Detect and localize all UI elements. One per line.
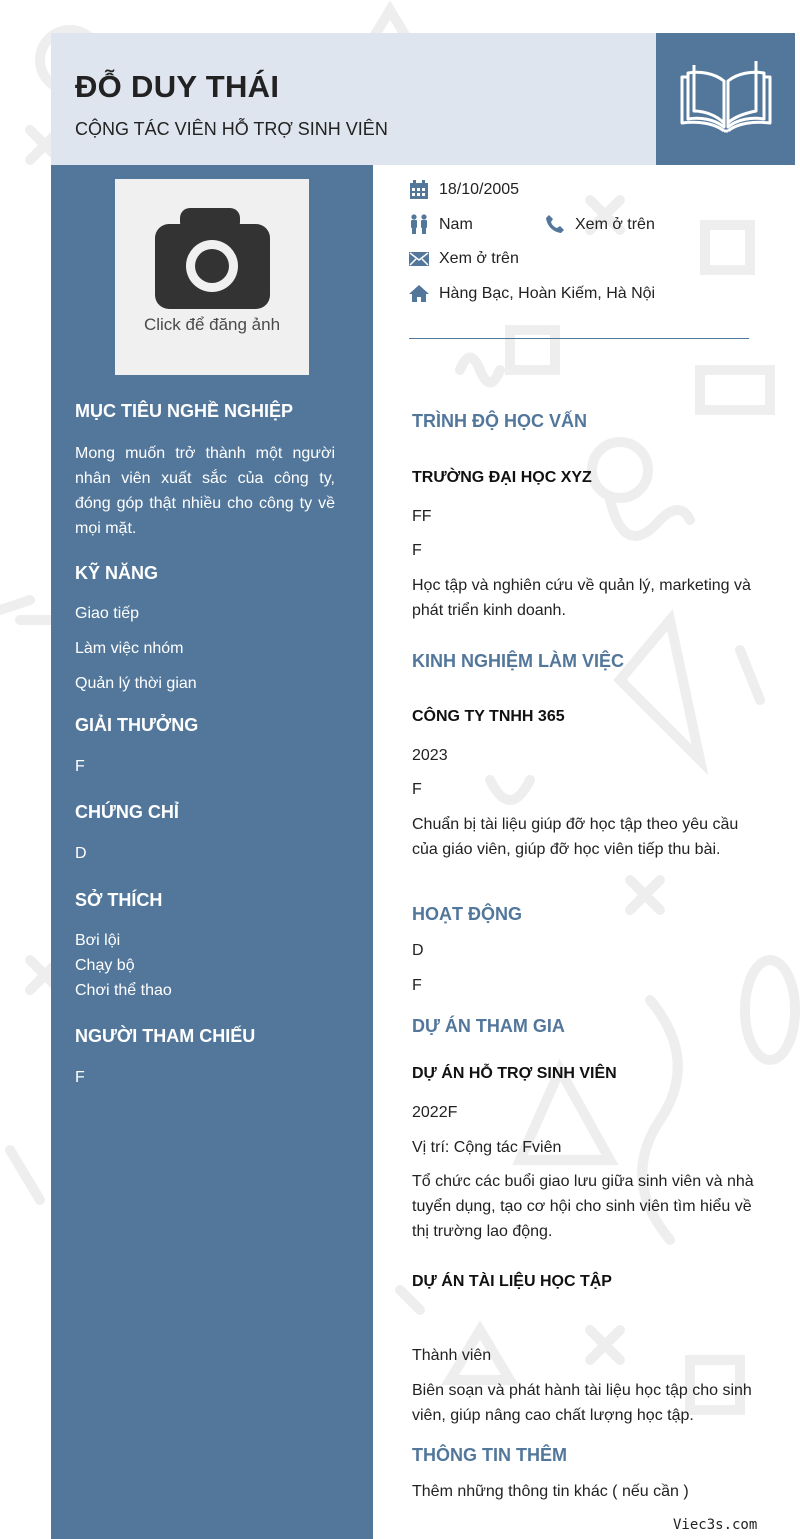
skill-item[interactable]: Giao tiếp xyxy=(75,605,140,622)
activities-heading[interactable]: HOẠT ĐỘNG xyxy=(412,904,522,924)
objective-text[interactable]: Mong muốn trở thành một người nhân viên xuất sắc của công ty, đóng góp thật nhiều cho công ty về mọi mặt. xyxy=(75,445,335,537)
awards-heading[interactable]: GIẢI THƯỞNG xyxy=(75,715,199,735)
project-position[interactable]: Vị trí: Cộng tác Fviên xyxy=(412,1139,562,1156)
project-year[interactable]: 2022F xyxy=(412,1104,458,1121)
camera-icon xyxy=(115,179,309,309)
company-name[interactable]: CÔNG TY TNHH 365 xyxy=(412,708,565,725)
hobby-item[interactable]: Chơi thể thao xyxy=(75,982,172,999)
certificates-heading[interactable]: CHỨNG CHỈ xyxy=(75,802,179,822)
activity-line[interactable]: D xyxy=(412,942,424,959)
education-period[interactable]: FF xyxy=(412,508,432,525)
skill-item[interactable]: Làm việc nhóm xyxy=(75,640,184,657)
experience-description[interactable]: Chuẩn bị tài liệu giúp đỡ học tập theo yêu cầu của giáo viên, giúp đỡ học viên tiếp thu bài. xyxy=(412,816,739,858)
contact-divider xyxy=(409,338,749,339)
open-book-icon xyxy=(678,53,774,145)
gender-icon xyxy=(409,214,429,234)
email-text[interactable]: Xem ở trên xyxy=(439,250,519,267)
header-banner xyxy=(51,33,656,165)
objective-heading[interactable]: MỤC TIÊU NGHỀ NGHIỆP xyxy=(75,401,294,421)
hobbies-heading[interactable]: SỞ THÍCH xyxy=(75,890,163,910)
education-heading[interactable]: TRÌNH ĐỘ HỌC VẤN xyxy=(412,411,587,431)
references-heading[interactable]: NGƯỜI THAM CHIẾU xyxy=(75,1026,256,1046)
hobby-item[interactable]: Chạy bộ xyxy=(75,957,135,974)
avatar-upload[interactable] xyxy=(115,179,309,375)
references-text[interactable]: F xyxy=(75,1069,85,1086)
projects-heading[interactable]: DỰ ÁN THAM GIA xyxy=(412,1016,565,1036)
candidate-role[interactable]: CỘNG TÁC VIÊN HỖ TRỢ SINH VIÊN xyxy=(75,119,388,139)
project-name[interactable]: DỰ ÁN HỖ TRỢ SINH VIÊN xyxy=(412,1065,617,1082)
experience-heading[interactable]: KINH NGHIỆM LÀM VIỆC xyxy=(412,651,625,671)
skill-item[interactable]: Quản lý thời gian xyxy=(75,675,197,692)
address-text[interactable]: Hàng Bạc, Hoàn Kiếm, Hà Nội xyxy=(439,285,656,302)
sidebar xyxy=(51,165,373,1539)
experience-year[interactable]: 2023 xyxy=(412,747,448,764)
calendar-icon xyxy=(409,180,429,200)
certificates-text[interactable]: D xyxy=(75,845,87,862)
project-position[interactable]: Thành viên xyxy=(412,1347,492,1364)
phone-text[interactable]: Xem ở trên xyxy=(575,216,655,233)
project-description[interactable]: Tổ chức các buổi giao lưu giữa sinh viên và nhà tuyển dụng, tạo cơ hội cho sinh viên tìm hiểu về thị trường lao động. xyxy=(412,1173,754,1240)
extra-heading[interactable]: THÔNG TIN THÊM xyxy=(412,1445,567,1465)
candidate-name[interactable]: ĐỖ DUY THÁI xyxy=(75,69,280,104)
activity-line[interactable]: F xyxy=(412,977,422,994)
gender-text[interactable]: Nam xyxy=(439,216,473,233)
phone-icon xyxy=(545,214,565,234)
birthday-text[interactable]: 18/10/2005 xyxy=(439,181,520,198)
project-name[interactable]: DỰ ÁN TÀI LIỆU HỌC TẬP xyxy=(412,1273,612,1290)
project-description[interactable]: Biên soạn và phát hành tài liệu học tập cho sinh viên, giúp nâng cao chất lượng học tập. xyxy=(412,1382,752,1424)
education-major[interactable]: F xyxy=(412,542,422,559)
hobby-item[interactable]: Bơi lội xyxy=(75,932,121,949)
skills-heading[interactable]: KỸ NĂNG xyxy=(75,563,159,583)
awards-text[interactable]: F xyxy=(75,758,85,775)
experience-position[interactable]: F xyxy=(412,781,422,798)
education-description[interactable]: Học tập và nghiên cứu về quản lý, marketing và phát triển kinh doanh. xyxy=(412,577,751,619)
photo-caption: Click để đăng ảnh xyxy=(143,315,281,334)
watermark: Viec3s.com xyxy=(673,1517,758,1533)
header-logo xyxy=(656,33,795,165)
email-icon xyxy=(409,249,429,269)
school-name[interactable]: TRƯỜNG ĐẠI HỌC XYZ xyxy=(412,469,592,486)
extra-text[interactable]: Thêm những thông tin khác ( nếu cần ) xyxy=(412,1483,689,1500)
home-icon xyxy=(409,284,429,304)
